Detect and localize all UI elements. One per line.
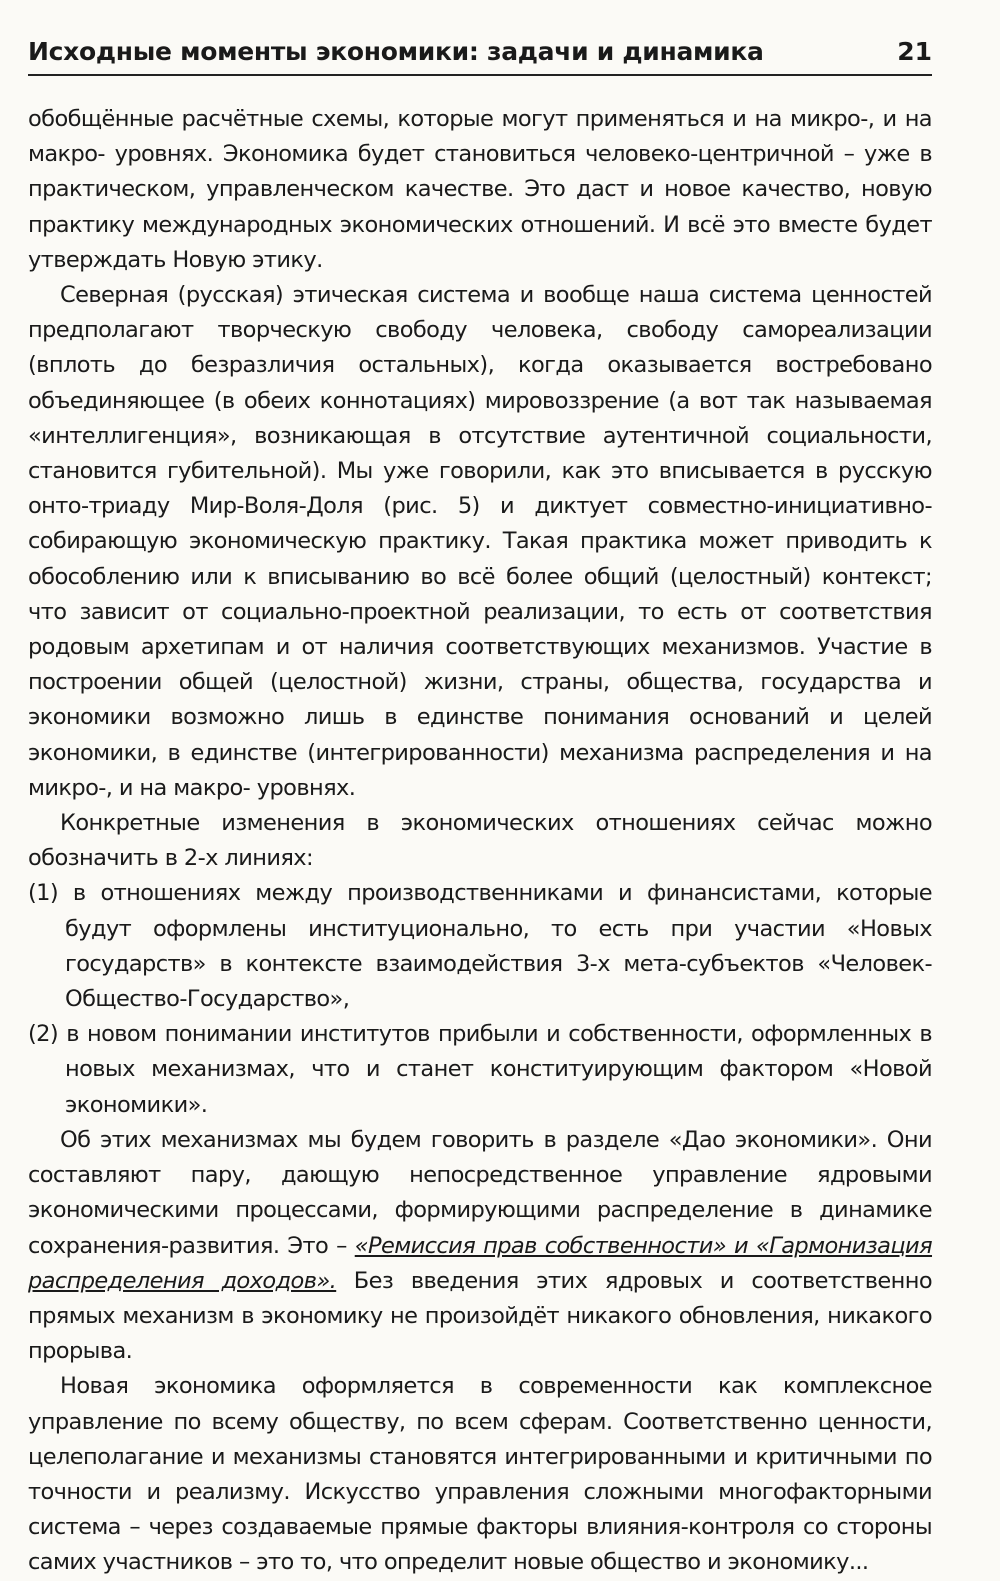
page-header [28,30,932,76]
paragraph-4 [28,1123,932,1369]
list-item-1: (1) в отношениях между производственниками и финансистами, которые будут оформлены институционально, то есть при участии «Новых государств» в контексте взаимодействия 3-х мета-субъектов «Человек-Общество-Государство», [28,880,932,1013]
paragraph-2: Северная (русская) этическая система и вообще наша система ценностей предполагают творческую свободу человека, свободу самореализации (вплоть до безразличия остальных), когда оказывается востребовано объединяющее (в обеих коннотациях) мировоззрение (а вот так называемая «интеллигенция», возникающая в отсутствие аутентичной социальности, становится губительной). Мы уже говорили, как это вписывается в русскую онто-триаду Мир-Воля-Доля (рис. 5) и диктует совместно-инициативно-собирающую экономическую практику. Такая практика может приводить к обособлению или к вписыванию во всё более общий (целостный) контекст; что зависит от социально-проектной реализации, то есть от соответствия родовым архетипам и от наличия соответствующих механизмов. Участие в построении общей (целостной) жизни, страны, общества, государства и экономики возможно лишь в единстве понимания оснований и целей экономики, в единстве (интегрированности) механизма распределения и на микро-, и на макро- уровнях. [28,282,932,801]
body-text [28,102,932,1581]
paragraph-5: Новая экономика оформляется в современности как комплексное управление по всему обществу, по всем сферам. Соответственно ценности, целеполагание и механизмы становятся интегрированными и критичными по точности и реализму. Искусство управления сложными многофакторными система – через создаваемые прямые факторы влияния-контроля со стороны самих участников – это то, что определит новые общество и экономику... [28,1373,932,1576]
running-head: Исходные моменты экономики: задачи и динамика [28,37,764,66]
paragraph-4-start: Об этих механизмах мы будем говорить в разделе «Дао экономики». Они составляют пару, дающую непосредственное управление ядровыми экономическими процессами, формирующими распределение в динамике сохранения-развития. Это – [28,1126,932,1259]
paragraph-3: Конкретные изменения в экономических отношениях сейчас можно обозначить в 2-х линиях: [28,810,932,872]
paragraph-1: обобщённые расчётные схемы, которые могут применяться и на микро-, и на макро- уровнях. Экономика будет становиться человеко-центричной – уже в практическом, управленческом качестве. Это даст и новое качество, новую практику международных экономических отношений. И всё это вместе будет утверждать Новую этику. [28,106,932,273]
paragraph-4-end: Без введения этих ядровых и соответственно прямых механизм в экономику не произойдёт никакого обновления, никакого прорыва. [28,1267,932,1365]
page-number: 21 [897,37,932,66]
list-item-2: (2) в новом понимании институтов прибыли и собственности, оформленных в новых механизмах, что и станет конституирующим фактором «Новой экономики». [28,1021,932,1118]
emphasized-mechanisms: «Ремиссия прав собственности» и «Гармонизация распределения доходов». [28,1232,933,1294]
